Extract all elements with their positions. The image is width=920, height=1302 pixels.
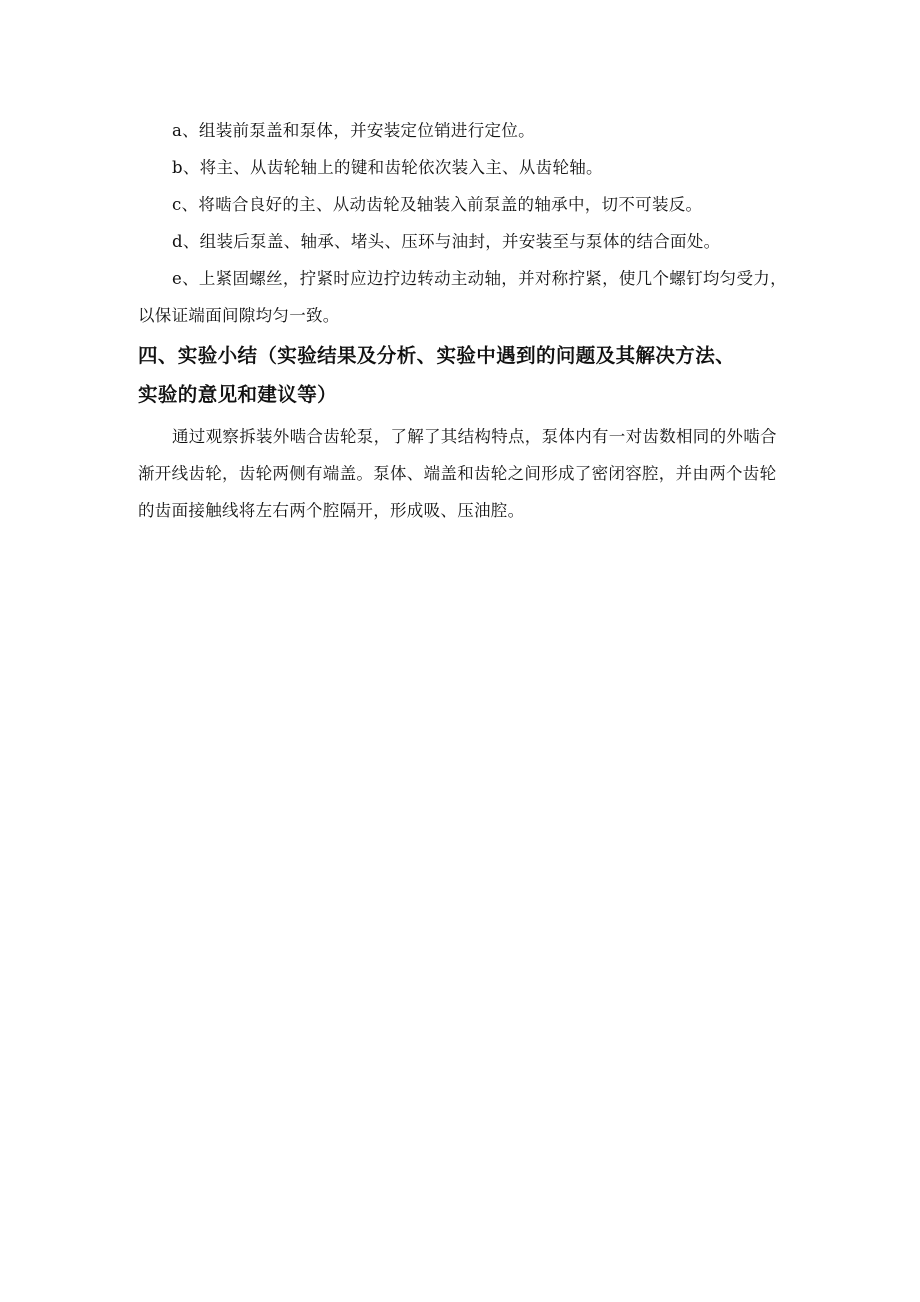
assembly-step-b: b、将主、从齿轮轴上的键和齿轮依次装入主、从齿轮轴。 (172, 158, 603, 177)
assembly-step-e: e、上紧固螺丝，拧紧时应边拧边转动主动轴，并对称拧紧，使几个螺钉均匀受力，以保证端面间隙均匀一致。 (138, 269, 787, 325)
assembly-step-d: d、组装后泵盖、轴承、堵头、压环与油封，并安装至与泵体的结合面处。 (172, 232, 721, 251)
assembly-step-a: a、组装前泵盖和泵体，并安装定位销进行定位。 (172, 121, 535, 140)
section-heading (138, 336, 788, 414)
document-body (138, 112, 788, 529)
section-heading-line-1: 四、实验小结（实验结果及分析、实验中遇到的问题及其解决方法、 (138, 344, 736, 367)
assembly-step-c: c、将啮合良好的主、从动齿轮及轴装入前泵盖的轴承中，切不可装反。 (172, 195, 703, 214)
section-heading-line-2: 实验的意见和建议等） (138, 383, 338, 406)
summary-paragraph: 通过观察拆装外啮合齿轮泵，了解了其结构特点，泵体内有一对齿数相同的外啮合渐开线齿轮，齿轮两侧有端盖。泵体、端盖和齿轮之间形成了密闭容腔，并由两个齿轮的齿面接触线将左右两个腔隔开，形成吸、压油腔。 (138, 427, 777, 520)
